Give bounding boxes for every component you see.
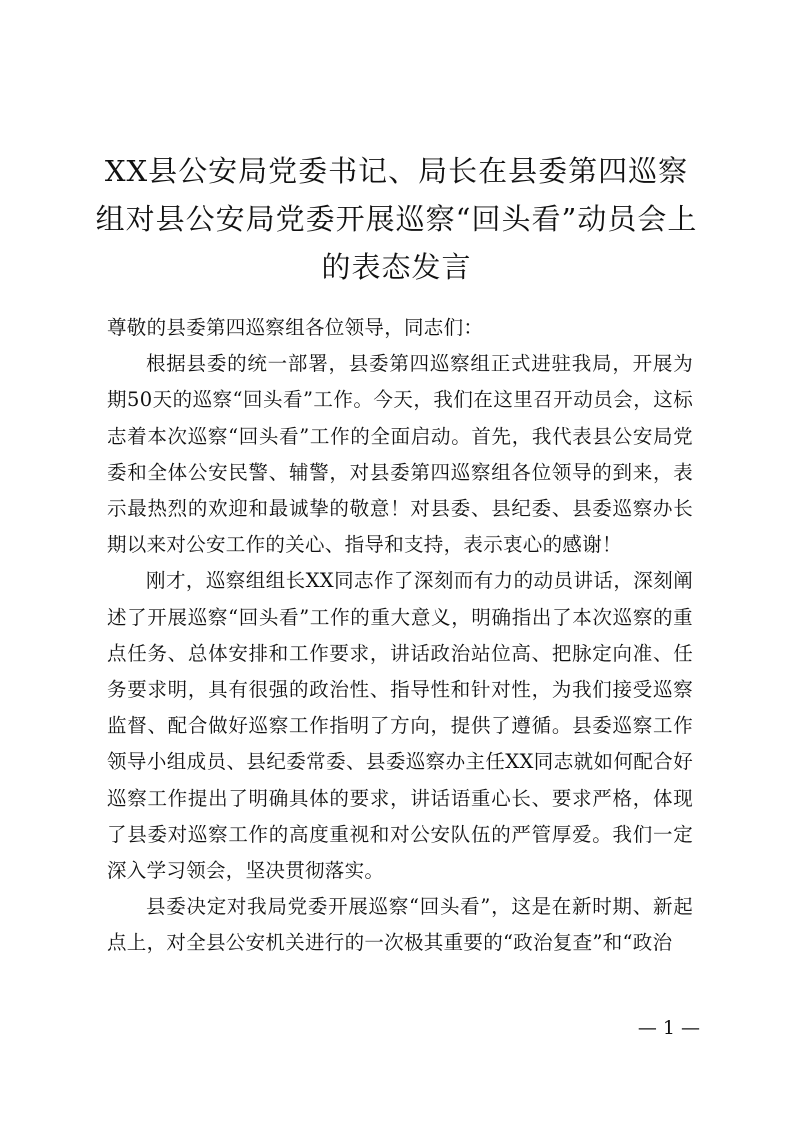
paragraph-2: 刚才，巡察组组长XX同志作了深刻而有力的动员讲话，深刻阐述了开展巡察“回头看”工作的重大意义，明确指出了本次巡察的重点任务、总体安排和工作要求，讲话政治站位高、把脉定向准、任务要求明，具有很强的政治性、指导性和针对性，为我们接受巡察监督、配合做好巡察工作指明了方向，提供了遵循。县委巡察工作领导小组成员、县纪委常委、县委巡察办主任XX同志就如何配合好巡察工作提出了明确具体的要求，讲话语重心长、要求严格，体现了县委对巡察工作的高度重视和对公安队伍的严管厚爱。我们一定深入学习领会，坚决贯彻落实。: [107, 569, 693, 883]
salutation: 尊敬的县委第四巡察组各位领导，同志们：: [107, 316, 484, 339]
paragraph-1: 根据县委的统一部署，县委第四巡察组正式进驻我局，开展为期50天的巡察“回头看”工作。今天，我们在这里召开动员会，这标志着本次巡察“回头看”工作的全面启动。首先，我代表县公安局党委和全体公安民警、辅警，对县委第四巡察组各位领导的到来，表示最热烈的欢迎和最诚挚的敬意！对县委、县纪委、县委巡察办长期以来对公安工作的关心、指导和支持，表示衷心的感谢！: [107, 352, 693, 557]
page-number: — 1 —: [637, 1017, 700, 1039]
paragraph-3: 县委决定对我局党委开展巡察“回头看”，这是在新时期、新起点上，对全县公安机关进行的一次极其重要的“政治复查”和“政治: [107, 895, 693, 955]
document-body: [107, 310, 693, 962]
document-title: XX县公安局党委书记、局长在县委第四巡察组对县公安局党委开展巡察“回头看”动员会上的表态发言: [95, 154, 698, 284]
